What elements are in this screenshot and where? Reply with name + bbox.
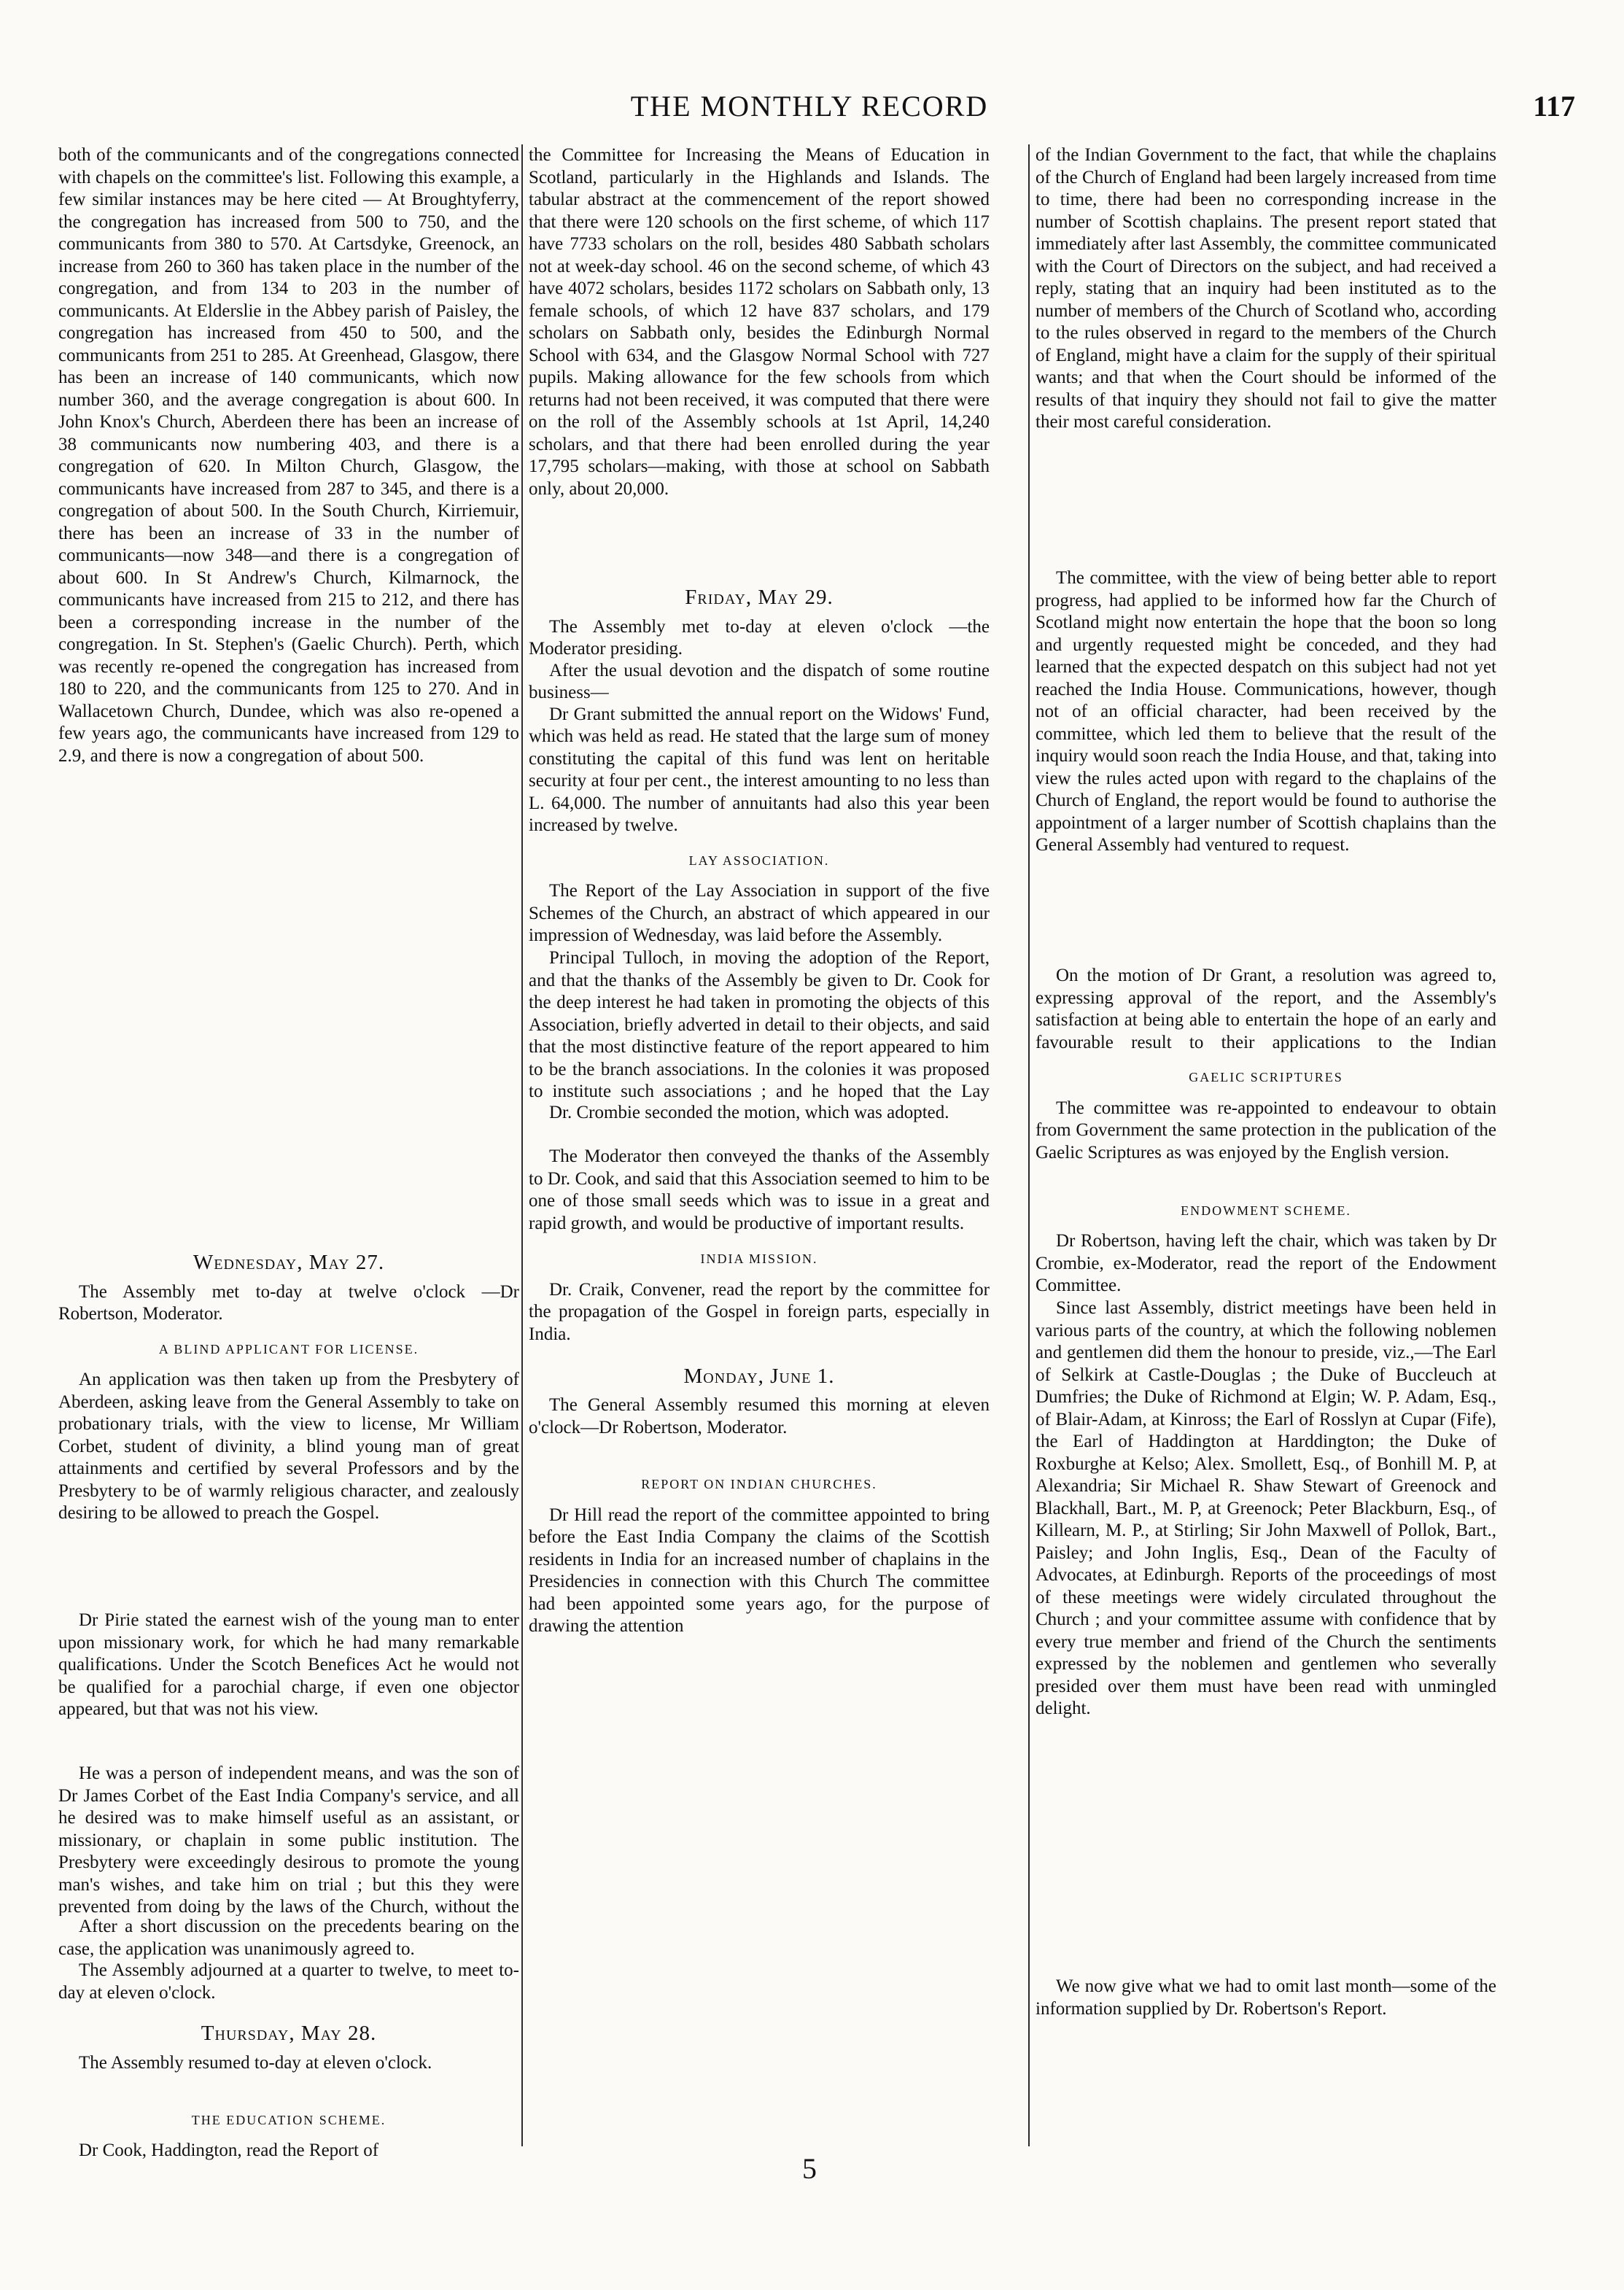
section-heading: REPORT ON INDIAN CHURCHES. (641, 1477, 877, 1491)
column-rule (521, 144, 523, 2146)
paragraph: Dr Pirie stated the earnest wish of the young man to enter upon missionary work, for which he had many remarkable qualifications. Under the Scotch Benefices Act he would not be qualified for a parochial charge, if even one objector appeared, but that was not his view. (58, 1610, 519, 1719)
page-header (44, 89, 1575, 133)
paragraph: Dr Robertson, having left the chair, which was taken by Dr Crombie, ex-Moderator, read the report of the Endowment Committee. (1036, 1231, 1496, 1295)
page-number: 117 (1533, 90, 1575, 123)
column-2 (529, 144, 990, 1701)
paragraph: The committee was re-appointed to endeavour to obtain from Government the same protection in the publication of the Gaelic Scriptures as was enjoyed by the English version. (1036, 1098, 1496, 1163)
date-heading: Friday, May 29. (685, 586, 834, 609)
paragraph: He was a person of independent means, and was the son of Dr James Corbet of the East India Company's service, and all he desired was to make himself useful as an assistant, or missionary, or chaplain in some public institution. The Presbytery were exceedingly desirous to promote the young man's wishes, and take him on trial ; but this they were prevented from doing by the laws of the Church, without the (58, 1763, 519, 1916)
date-heading: Thursday, May 28. (201, 2022, 377, 2045)
section-heading: ENDOWMENT SCHEME. (1181, 1203, 1351, 1218)
paragraph: The Assembly met to-day at twelve o'clock —Dr Robertson, Moderator. (58, 1281, 519, 1324)
section-heading: INDIA MISSION. (700, 1251, 818, 1266)
section-heading: GAELIC SCRIPTURES (1189, 1070, 1343, 1084)
column-3 (1036, 144, 1496, 2043)
paragraph: The Report of the Lay Association in support of the five Schemes of the Church, an abstract of which appeared in our impression of Wednesday, was laid before the Assembly. (529, 881, 990, 945)
paragraph: The General Assembly resumed this morning at eleven o'clock—Dr Robertson, Moderator. (529, 1395, 990, 1437)
paragraph: After a short discussion on the precedents bearing on the case, the application was unanimously agreed to. (58, 1917, 519, 1959)
section-heading: A BLIND APPLICANT FOR LICENSE. (158, 1341, 419, 1356)
paragraph: The Assembly met to-day at eleven o'clock —the Moderator presiding. (529, 616, 990, 659)
paragraph: The Assembly adjourned at a quarter to twelve, to meet to-day at eleven o'clock. (58, 1960, 519, 2003)
paragraph: Principal Tulloch, in moving the adoption of the Report, and that the thanks of the Assembly be given to Dr. Cook for the deep interest he had taken in promoting the objects of this Association, briefly adverted in detail to their objects, and said that the most distinctive feature of the report appeared to him to be the branch associations. In the colonies it was proposed to institute such associations ; and he hoped that the Lay (529, 948, 990, 1101)
running-title: THE MONTHLY RECORD (630, 90, 989, 123)
paragraph: The committee, with the view of being better able to report progress, had applied to be informed how far the Church of Scotland might now entertain the hope that the boon so long and urgently requested might be conceded, and they had learned that the expected despatch on this subject had not yet reached the India House. Communications, however, though not of an official character, had been received by the committee, which led them to believe that the result of the inquiry would soon reach the India House, and that, taking into view the rules acted upon with regard to the chaplains of the Church of England, the report would be found to authorise the appointment of a larger number of Scottish chaplains than the General Assembly had ventured to request. (1036, 568, 1496, 855)
paragraph: Dr Grant submitted the annual report on the Widows' Fund, which was held as read. He stated that the large sum of money constituting the capital of this fund was lent on heritable security at four per cent., the interest amounting to no less than L. 64,000. The number of annuitants had also this year been increased by twelve. (529, 704, 990, 835)
column-rule (1028, 144, 1030, 2146)
paragraph: Dr. Crombie seconded the motion, which was adopted. (549, 1103, 949, 1122)
paragraph: An application was then taken up from the Presbytery of Aberdeen, asking leave from the General Assembly to take on probationary trials, with the view to license, Mr William Corbet, student of divinity, a blind young man of great attainments and certified by several Professors and by the Presbytery to be of warmly religious character, and zealously desiring to be allowed to preach the Gospel. (58, 1370, 519, 1523)
column-1 (58, 144, 519, 2162)
section-heading: THE EDUCATION SCHEME. (191, 2112, 386, 2127)
date-heading: Monday, June 1. (683, 1364, 835, 1388)
paragraph: The Assembly resumed to-day at eleven o'clock. (79, 2052, 432, 2073)
paragraph: Dr Cook, Haddington, read the Report of (79, 2140, 379, 2160)
paragraph: Dr. Craik, Convener, read the report by the committee for the propagation of the Gospel in foreign parts, especially in India. (529, 1279, 990, 1344)
signature-number: 5 (802, 2152, 817, 2185)
paragraph: On the motion of Dr Grant, a resolution was agreed to, expressing approval of the report, and the Assembly's satisfaction at being able to entertain the hope of an early and favourable result to their applications to the Indian (1036, 966, 1496, 1052)
section-heading: LAY ASSOCIATION. (688, 853, 830, 868)
paragraph: After the usual devotion and the dispatch of some routine business— (529, 660, 990, 702)
paragraph: We now give what we had to omit last month—some of the information supplied by Dr. Robertson's Report. (1036, 1976, 1496, 2019)
paragraph: the Committee for Increasing the Means of Education in Scotland, particularly in the Highlands and Islands. The tabular abstract at the commencement of the report showed that there were 120 schools on the first scheme, of which 117 have 7733 scholars on the roll, besides 480 Sabbath scholars not at week-day school. 46 on the second scheme, of which 43 have 4072 scholars, besides 1172 scholars on Sabbath only, 13 female schools, of which 12 have 837 scholars, and 179 scholars on Sabbath only, besides the Edinburgh Normal School with 634, and the Glasgow Normal School with 727 pupils. Making allowance for the few schools from which returns had not been received, it was computed that there were on the roll of the Assembly schools at 1st April, 14,240 scholars, and that there had been enrolled during the year 17,795 scholars—making, with those at school on Sabbath only, about 20,000. (529, 145, 990, 499)
paragraph: of the Indian Government to the fact, that while the chaplains of the Church of England had been largely increased from time to time, there had been no corresponding increase in the number of Scottish chaplains. The present report stated that immediately after last Assembly, the committee communicated with the Court of Directors on the subject, and had received a reply, stating that an inquiry had been instituted as to the number of members of the Church of Scotland who, according to the rules observed in regard to the members of the Church of England, might have a claim for the supply of their spiritual wants; and that when the Court should be informed of the results of that inquiry they should not fail to give the matter their most careful consideration. (1036, 145, 1496, 432)
paragraph: Dr Hill read the report of the committee appointed to bring before the East India Company the claims of the Scottish residents in India for an increased number of chaplains in the Presidencies in connection with this Church The committee had been appointed some years ago, for the purpose of drawing the attention (529, 1505, 990, 1636)
paragraph: Since last Assembly, district meetings have been held in various parts of the country, at which the following noblemen and gentlemen did them the honour to preside, viz.,—The Earl of Selkirk at Castle-Douglas ; the Duke of Buccleuch at Dumfries; the Duke of Richmond at Elgin; W. P. Adam, Esq., of Blair-Adam, at Kinross; the Earl of Rosslyn at Cupar (Fife), the Earl of Haddington at Harddington; the Duke of Roxburghe at Kelso; Alex. Smollett, Esq., of Bonhill M. P, at Alexandria; Sir Michael R. Shaw Stewart of Greenock and Blackhall, Bart., M. P, at Greenock; Peter Blackburn, Esq., of Killearn, M. P., at Stirling; Sir John Maxwell of Pollok, Bart., Paisley; and John Inglis, Esq., Dean of the Faculty of Advocates, at Edinburgh. Reports of the proceedings of most of these meetings were widely circulated throughout the Church ; and your committee assume with confidence that by every true member and friend of the Church the sentiments expressed by the noblemen and gentlemen who severally presided over them must have been read with unmingled delight. (1036, 1298, 1496, 1718)
paragraph: both of the communicants and of the congregations connected with chapels on the committee's list. Following this example, a few similar instances may be here cited — At Broughtyferry, the congregation has increased from 500 to 750, and the communicants from 380 to 570. At Cartsdyke, Greenock, an increase from 260 to 360 has taken place in the number of the congregation, and from 134 to 203 in the number of communicants. At Elderslie in the Abbey parish of Paisley, the congregation has increased from 450 to 500, and the communicants from 251 to 285. At Greenhead, Glasgow, there has been an increase of 140 communicants, which now number 360, and the average congregation is about 600. In John Knox's Church, Aberdeen there has been an increase of 38 communicants now numbering 403, and there is a congregation of 620. In Milton Church, Glasgow, the communicants have increased from 287 to 345, and there is a congregation of about 500. In the South Church, Kirriemuir, there has been an increase of 33 in the number of communicants—now 348—and there is a congregation of about 600. In St Andrew's Church, Kilmarnock, the communicants have increased from 215 to 212, and there has been a corresponding increase in the number of the congregation. In St. Stephen's (Gaelic Church). Perth, which was recently re-opened the congregation has increased from 180 to 220, and the communicants from 125 to 270. And in Wallacetown Church, Dundee, which was also re-opened a few years ago, the communicants have increased from 129 to 2.9, and there is now a congregation of about 500. (58, 145, 519, 766)
date-heading: Wednesday, May 27. (193, 1251, 385, 1274)
paragraph: The Moderator then conveyed the thanks of the Assembly to Dr. Cook, and said that this Association seemed to him to be one of those small seeds which was to issue in a great and rapid growth, and would be productive of important results. (529, 1146, 990, 1233)
